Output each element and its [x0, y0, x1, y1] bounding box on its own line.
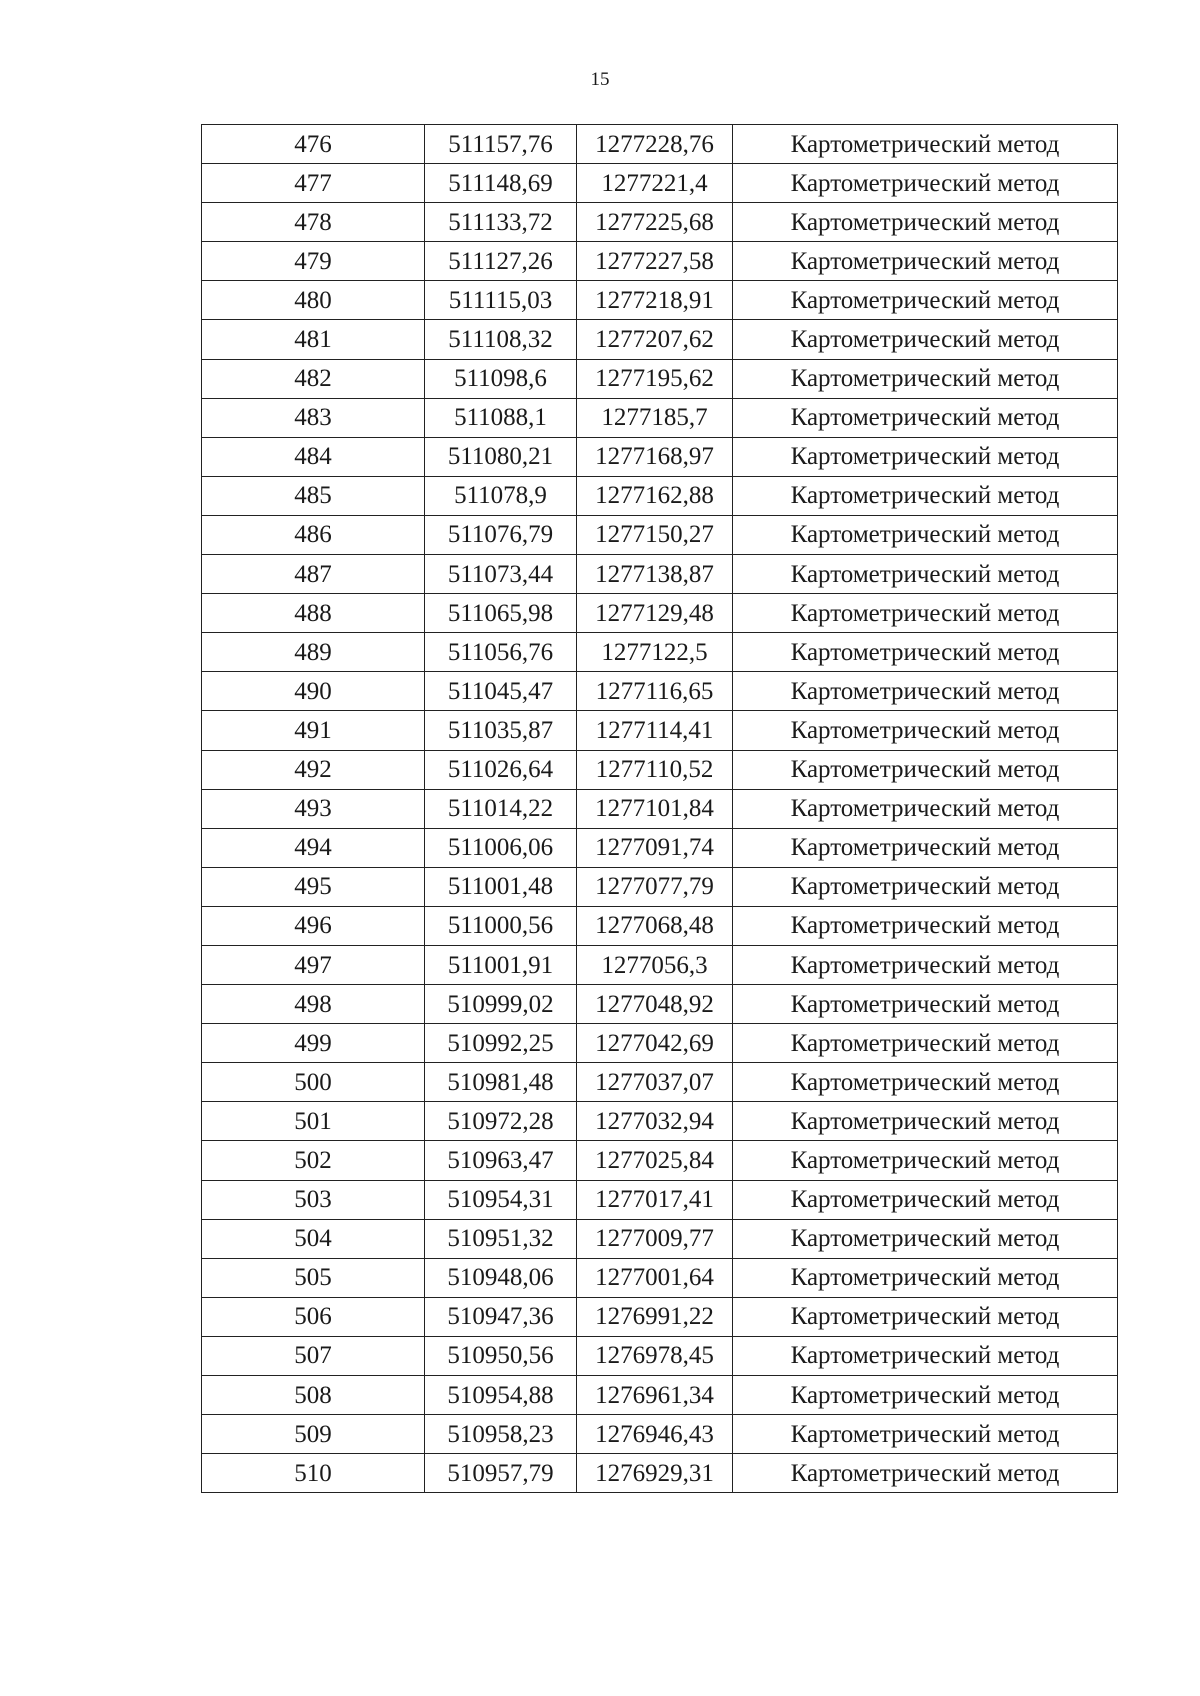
point-number-cell: 484	[202, 437, 425, 476]
method-cell: Картометрический метод	[733, 1063, 1118, 1102]
method-cell: Картометрический метод	[733, 828, 1118, 867]
point-number-cell: 501	[202, 1102, 425, 1141]
y-coordinate-cell: 1277185,7	[577, 398, 733, 437]
table-row	[202, 555, 1118, 594]
y-coordinate-cell: 1277116,65	[577, 672, 733, 711]
table-row	[202, 711, 1118, 750]
method-cell: Картометрический метод	[733, 867, 1118, 906]
method-cell: Картометрический метод	[733, 633, 1118, 672]
method-cell: Картометрический метод	[733, 437, 1118, 476]
table-row	[202, 1336, 1118, 1375]
point-number-cell: 480	[202, 281, 425, 320]
y-coordinate-cell: 1276991,22	[577, 1297, 733, 1336]
method-cell: Картометрический метод	[733, 1180, 1118, 1219]
point-number-cell: 491	[202, 711, 425, 750]
table-row	[202, 203, 1118, 242]
method-cell: Картометрический метод	[733, 515, 1118, 554]
x-coordinate-cell: 511148,69	[425, 164, 577, 203]
y-coordinate-cell: 1277225,68	[577, 203, 733, 242]
method-cell: Картометрический метод	[733, 945, 1118, 984]
table-row	[202, 476, 1118, 515]
y-coordinate-cell: 1277207,62	[577, 320, 733, 359]
method-cell: Картометрический метод	[733, 164, 1118, 203]
y-coordinate-cell: 1277195,62	[577, 359, 733, 398]
table-row	[202, 1024, 1118, 1063]
x-coordinate-cell: 511014,22	[425, 789, 577, 828]
method-cell: Картометрический метод	[733, 203, 1118, 242]
y-coordinate-cell: 1276961,34	[577, 1376, 733, 1415]
x-coordinate-cell: 510999,02	[425, 985, 577, 1024]
point-number-cell: 502	[202, 1141, 425, 1180]
y-coordinate-cell: 1277101,84	[577, 789, 733, 828]
y-coordinate-cell: 1277009,77	[577, 1219, 733, 1258]
method-cell: Картометрический метод	[733, 672, 1118, 711]
point-number-cell: 505	[202, 1258, 425, 1297]
table-row	[202, 515, 1118, 554]
x-coordinate-cell: 511045,47	[425, 672, 577, 711]
point-number-cell: 476	[202, 125, 425, 164]
method-cell: Картометрический метод	[733, 1376, 1118, 1415]
point-number-cell: 483	[202, 398, 425, 437]
table-row	[202, 398, 1118, 437]
method-cell: Картометрический метод	[733, 750, 1118, 789]
table-row	[202, 125, 1118, 164]
coordinates-table-body	[202, 125, 1118, 1493]
point-number-cell: 498	[202, 985, 425, 1024]
point-number-cell: 486	[202, 515, 425, 554]
x-coordinate-cell: 511127,26	[425, 242, 577, 281]
point-number-cell: 508	[202, 1376, 425, 1415]
x-coordinate-cell: 511080,21	[425, 437, 577, 476]
x-coordinate-cell: 511065,98	[425, 594, 577, 633]
method-cell: Картометрический метод	[733, 281, 1118, 320]
table-row	[202, 985, 1118, 1024]
table-row	[202, 594, 1118, 633]
y-coordinate-cell: 1277138,87	[577, 555, 733, 594]
table-row	[202, 828, 1118, 867]
x-coordinate-cell: 511001,48	[425, 867, 577, 906]
point-number-cell: 496	[202, 906, 425, 945]
method-cell: Картометрический метод	[733, 594, 1118, 633]
method-cell: Картометрический метод	[733, 985, 1118, 1024]
method-cell: Картометрический метод	[733, 1102, 1118, 1141]
method-cell: Картометрический метод	[733, 906, 1118, 945]
method-cell: Картометрический метод	[733, 1141, 1118, 1180]
point-number-cell: 492	[202, 750, 425, 789]
table-row	[202, 164, 1118, 203]
method-cell: Картометрический метод	[733, 476, 1118, 515]
table-row	[202, 281, 1118, 320]
point-number-cell: 503	[202, 1180, 425, 1219]
y-coordinate-cell: 1277227,58	[577, 242, 733, 281]
point-number-cell: 482	[202, 359, 425, 398]
x-coordinate-cell: 511076,79	[425, 515, 577, 554]
y-coordinate-cell: 1277129,48	[577, 594, 733, 633]
x-coordinate-cell: 511073,44	[425, 555, 577, 594]
table-row	[202, 1376, 1118, 1415]
point-number-cell: 478	[202, 203, 425, 242]
method-cell: Картометрический метод	[733, 359, 1118, 398]
y-coordinate-cell: 1277025,84	[577, 1141, 733, 1180]
x-coordinate-cell: 511133,72	[425, 203, 577, 242]
method-cell: Картометрический метод	[733, 398, 1118, 437]
method-cell: Картометрический метод	[733, 1258, 1118, 1297]
table-row	[202, 633, 1118, 672]
table-row	[202, 1454, 1118, 1493]
table-row	[202, 242, 1118, 281]
method-cell: Картометрический метод	[733, 1415, 1118, 1454]
point-number-cell: 507	[202, 1336, 425, 1375]
page-number: 15	[590, 69, 610, 90]
x-coordinate-cell: 511088,1	[425, 398, 577, 437]
point-number-cell: 488	[202, 594, 425, 633]
method-cell: Картометрический метод	[733, 1297, 1118, 1336]
point-number-cell: 487	[202, 555, 425, 594]
x-coordinate-cell: 510948,06	[425, 1258, 577, 1297]
table-row	[202, 672, 1118, 711]
y-coordinate-cell: 1277017,41	[577, 1180, 733, 1219]
point-number-cell: 489	[202, 633, 425, 672]
y-coordinate-cell: 1276946,43	[577, 1415, 733, 1454]
x-coordinate-cell: 510972,28	[425, 1102, 577, 1141]
point-number-cell: 479	[202, 242, 425, 281]
point-number-cell: 477	[202, 164, 425, 203]
y-coordinate-cell: 1277218,91	[577, 281, 733, 320]
table-row	[202, 1258, 1118, 1297]
method-cell: Картометрический метод	[733, 1336, 1118, 1375]
method-cell: Картометрический метод	[733, 1024, 1118, 1063]
x-coordinate-cell: 510954,31	[425, 1180, 577, 1219]
y-coordinate-cell: 1277228,76	[577, 125, 733, 164]
x-coordinate-cell: 510947,36	[425, 1297, 577, 1336]
y-coordinate-cell: 1277056,3	[577, 945, 733, 984]
method-cell: Картометрический метод	[733, 1454, 1118, 1493]
x-coordinate-cell: 510981,48	[425, 1063, 577, 1102]
table-row	[202, 867, 1118, 906]
point-number-cell: 481	[202, 320, 425, 359]
table-row	[202, 750, 1118, 789]
method-cell: Картометрический метод	[733, 242, 1118, 281]
point-number-cell: 504	[202, 1219, 425, 1258]
x-coordinate-cell: 510992,25	[425, 1024, 577, 1063]
point-number-cell: 494	[202, 828, 425, 867]
x-coordinate-cell: 511098,6	[425, 359, 577, 398]
y-coordinate-cell: 1277110,52	[577, 750, 733, 789]
x-coordinate-cell: 511001,91	[425, 945, 577, 984]
x-coordinate-cell: 511006,06	[425, 828, 577, 867]
coordinates-table	[201, 124, 1118, 1493]
y-coordinate-cell: 1277042,69	[577, 1024, 733, 1063]
point-number-cell: 500	[202, 1063, 425, 1102]
table-row	[202, 359, 1118, 398]
y-coordinate-cell: 1277048,92	[577, 985, 733, 1024]
x-coordinate-cell: 511078,9	[425, 476, 577, 515]
x-coordinate-cell: 510951,32	[425, 1219, 577, 1258]
y-coordinate-cell: 1277114,41	[577, 711, 733, 750]
table-row	[202, 437, 1118, 476]
point-number-cell: 490	[202, 672, 425, 711]
table-row	[202, 1180, 1118, 1219]
point-number-cell: 495	[202, 867, 425, 906]
x-coordinate-cell: 511000,56	[425, 906, 577, 945]
y-coordinate-cell: 1277091,74	[577, 828, 733, 867]
y-coordinate-cell: 1277162,88	[577, 476, 733, 515]
x-coordinate-cell: 510957,79	[425, 1454, 577, 1493]
table-row	[202, 1141, 1118, 1180]
x-coordinate-cell: 511056,76	[425, 633, 577, 672]
y-coordinate-cell: 1276978,45	[577, 1336, 733, 1375]
point-number-cell: 506	[202, 1297, 425, 1336]
point-number-cell: 510	[202, 1454, 425, 1493]
point-number-cell: 493	[202, 789, 425, 828]
point-number-cell: 509	[202, 1415, 425, 1454]
table-row	[202, 906, 1118, 945]
y-coordinate-cell: 1277077,79	[577, 867, 733, 906]
y-coordinate-cell: 1276929,31	[577, 1454, 733, 1493]
point-number-cell: 499	[202, 1024, 425, 1063]
method-cell: Картометрический метод	[733, 711, 1118, 750]
x-coordinate-cell: 510950,56	[425, 1336, 577, 1375]
method-cell: Картометрический метод	[733, 1219, 1118, 1258]
x-coordinate-cell: 511157,76	[425, 125, 577, 164]
y-coordinate-cell: 1277168,97	[577, 437, 733, 476]
table-row	[202, 1297, 1118, 1336]
table-row	[202, 789, 1118, 828]
y-coordinate-cell: 1277150,27	[577, 515, 733, 554]
x-coordinate-cell: 510954,88	[425, 1376, 577, 1415]
y-coordinate-cell: 1277068,48	[577, 906, 733, 945]
method-cell: Картометрический метод	[733, 125, 1118, 164]
point-number-cell: 497	[202, 945, 425, 984]
table-row	[202, 1415, 1118, 1454]
x-coordinate-cell: 510958,23	[425, 1415, 577, 1454]
table-row	[202, 1219, 1118, 1258]
x-coordinate-cell: 510963,47	[425, 1141, 577, 1180]
y-coordinate-cell: 1277001,64	[577, 1258, 733, 1297]
table-row	[202, 320, 1118, 359]
y-coordinate-cell: 1277221,4	[577, 164, 733, 203]
x-coordinate-cell: 511108,32	[425, 320, 577, 359]
y-coordinate-cell: 1277037,07	[577, 1063, 733, 1102]
point-number-cell: 485	[202, 476, 425, 515]
x-coordinate-cell: 511115,03	[425, 281, 577, 320]
x-coordinate-cell: 511035,87	[425, 711, 577, 750]
y-coordinate-cell: 1277122,5	[577, 633, 733, 672]
table-row	[202, 1063, 1118, 1102]
table-row	[202, 1102, 1118, 1141]
x-coordinate-cell: 511026,64	[425, 750, 577, 789]
table-row	[202, 945, 1118, 984]
method-cell: Картометрический метод	[733, 555, 1118, 594]
y-coordinate-cell: 1277032,94	[577, 1102, 733, 1141]
method-cell: Картометрический метод	[733, 789, 1118, 828]
method-cell: Картометрический метод	[733, 320, 1118, 359]
